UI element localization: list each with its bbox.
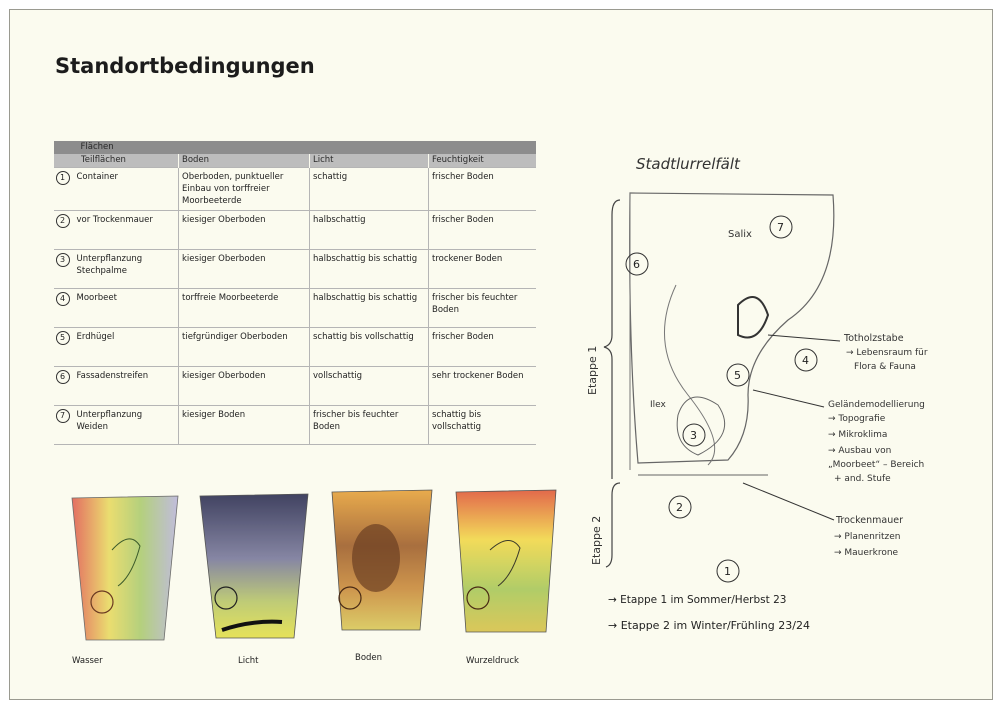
plan-note-etappe1: → Etappe 1 im Sommer/Herbst 23 [608,594,787,606]
column-header: Licht [310,154,429,168]
svg-text:1: 1 [724,565,731,578]
plan-note-trocken-2: → Planenritzen [834,532,901,542]
flaeche-label: Container [76,172,119,182]
cell-boden: torffreie Moorbeeterde [179,289,310,328]
table-row [54,367,536,406]
cell-feuchtigkeit: trockener Boden [429,250,536,289]
plan-note-etappe2: → Etappe 2 im Winter/Frühling 23/24 [608,619,810,632]
watercolor-wurzeldruck [456,490,556,632]
plan-marker [683,424,705,446]
cell-licht: frischer bis feuchter Boden [310,406,429,445]
table-row [54,328,536,367]
plan-note-trocken-3: → Mauerkrone [834,548,899,558]
row-number-badge: 2 [56,214,70,228]
row-number-badge: 1 [56,171,70,185]
cell-flaeche [54,211,179,250]
row-number-badge: 4 [56,292,70,306]
flaeche-label: Unterpflanzung Weiden [76,410,143,432]
plan-marker [717,560,739,582]
flaeche-label: vor Trockenmauer [76,215,153,225]
plan-note-gelaende-5: „Moorbeet“ – Bereich [828,460,925,470]
svg-text:3: 3 [690,429,697,442]
cell-feuchtigkeit: frischer Boden [429,328,536,367]
watercolor-wasser [72,496,178,640]
plan-marker [727,364,749,386]
svg-text:7: 7 [777,221,784,234]
cell-flaeche [54,250,179,289]
cell-licht: halbschattig bis schattig [310,250,429,289]
site-conditions-table [53,141,536,445]
row-number-badge: 5 [56,331,70,345]
cell-boden: Oberboden, punktueller Einbau von torffreier Moorbeeterde [179,168,310,211]
site-plan-sketch [578,145,983,665]
plan-note-trocken-1: Trockenmauer [836,515,904,526]
plan-note-gelaende-1: Geländemodellierung [828,400,925,410]
plan-note-gelaende-4: → Ausbau von [828,446,892,456]
plan-note-totholz-2: → Lebensraum für [846,348,928,358]
plan-label-salix: Salix [728,229,752,240]
flaeche-label: Unterpflanzung Stechpalme [76,254,143,276]
svg-text:4: 4 [802,354,809,367]
cell-licht: schattig bis vollschattig [310,328,429,367]
cell-feuchtigkeit: frischer Boden [429,211,536,250]
row-number-badge: 3 [56,253,70,267]
column-header: Boden [179,154,310,168]
cell-flaeche [54,406,179,445]
svg-text:2: 2 [676,501,683,514]
cell-flaeche [54,168,179,211]
plan-label-etappe2: Etappe 2 [590,515,603,565]
flaeche-label: Erdhügel [76,332,115,342]
cell-feuchtigkeit: frischer Boden [429,168,536,211]
cell-licht: halbschattig [310,211,429,250]
cell-boden: kiesiger Oberboden [179,211,310,250]
caption-wasser: Wasser [72,656,103,666]
flaeche-label: Moorbeet [76,293,117,303]
plan-title: Stadtlurrelfält [636,155,740,173]
column-header: Teilflächen [54,154,179,168]
plan-label-etappe1: Etappe 1 [586,345,599,395]
svg-text:6: 6 [633,258,640,271]
cell-licht: vollschattig [310,367,429,406]
column-header: Feuchtigkeit [429,154,536,168]
cell-feuchtigkeit: schattig bis vollschattig [429,406,536,445]
table-row [54,168,536,211]
table-row [54,211,536,250]
table-group-header: Flächen [54,141,536,154]
watercolor-sketches [60,480,580,665]
cell-licht: schattig [310,168,429,211]
table-row [54,250,536,289]
page-title: Standortbedingungen [55,54,315,78]
plan-note-totholz-1: Totholzstabe [844,333,904,344]
table-column-header-row [54,154,536,168]
cell-flaeche [54,367,179,406]
plan-label-ilex: Ilex [650,400,666,410]
cell-boden: kiesiger Oberboden [179,250,310,289]
cell-flaeche [54,328,179,367]
plan-note-gelaende-6: + and. Stufe [834,474,891,484]
table-row [54,406,536,445]
cell-boden: kiesiger Oberboden [179,367,310,406]
cell-licht: halbschattig bis schattig [310,289,429,328]
cell-flaeche [54,289,179,328]
plan-note-gelaende-2: → Topografie [828,414,886,424]
row-number-badge: 6 [56,370,70,384]
plan-marker [770,216,792,238]
caption-licht: Licht [238,656,259,666]
plan-marker [795,349,817,371]
caption-boden: Boden [355,653,383,663]
svg-text:5: 5 [734,369,741,382]
flaeche-label: Fassadenstreifen [76,371,149,381]
cell-boden: tiefgründiger Oberboden [179,328,310,367]
cell-feuchtigkeit: frischer bis feuchter Boden [429,289,536,328]
plan-note-totholz-3: Flora & Fauna [854,362,916,372]
cell-feuchtigkeit: sehr trockener Boden [429,367,536,406]
plan-note-gelaende-3: → Mikroklima [828,430,888,440]
cell-boden: kiesiger Boden [179,406,310,445]
watercolor-licht [200,494,308,638]
table-row [54,289,536,328]
table-group-header-row [54,141,536,154]
plan-marker [669,496,691,518]
caption-wurzeldruck: Wurzeldruck [466,656,519,666]
watercolor-boden [332,490,432,630]
row-number-badge: 7 [56,409,70,423]
